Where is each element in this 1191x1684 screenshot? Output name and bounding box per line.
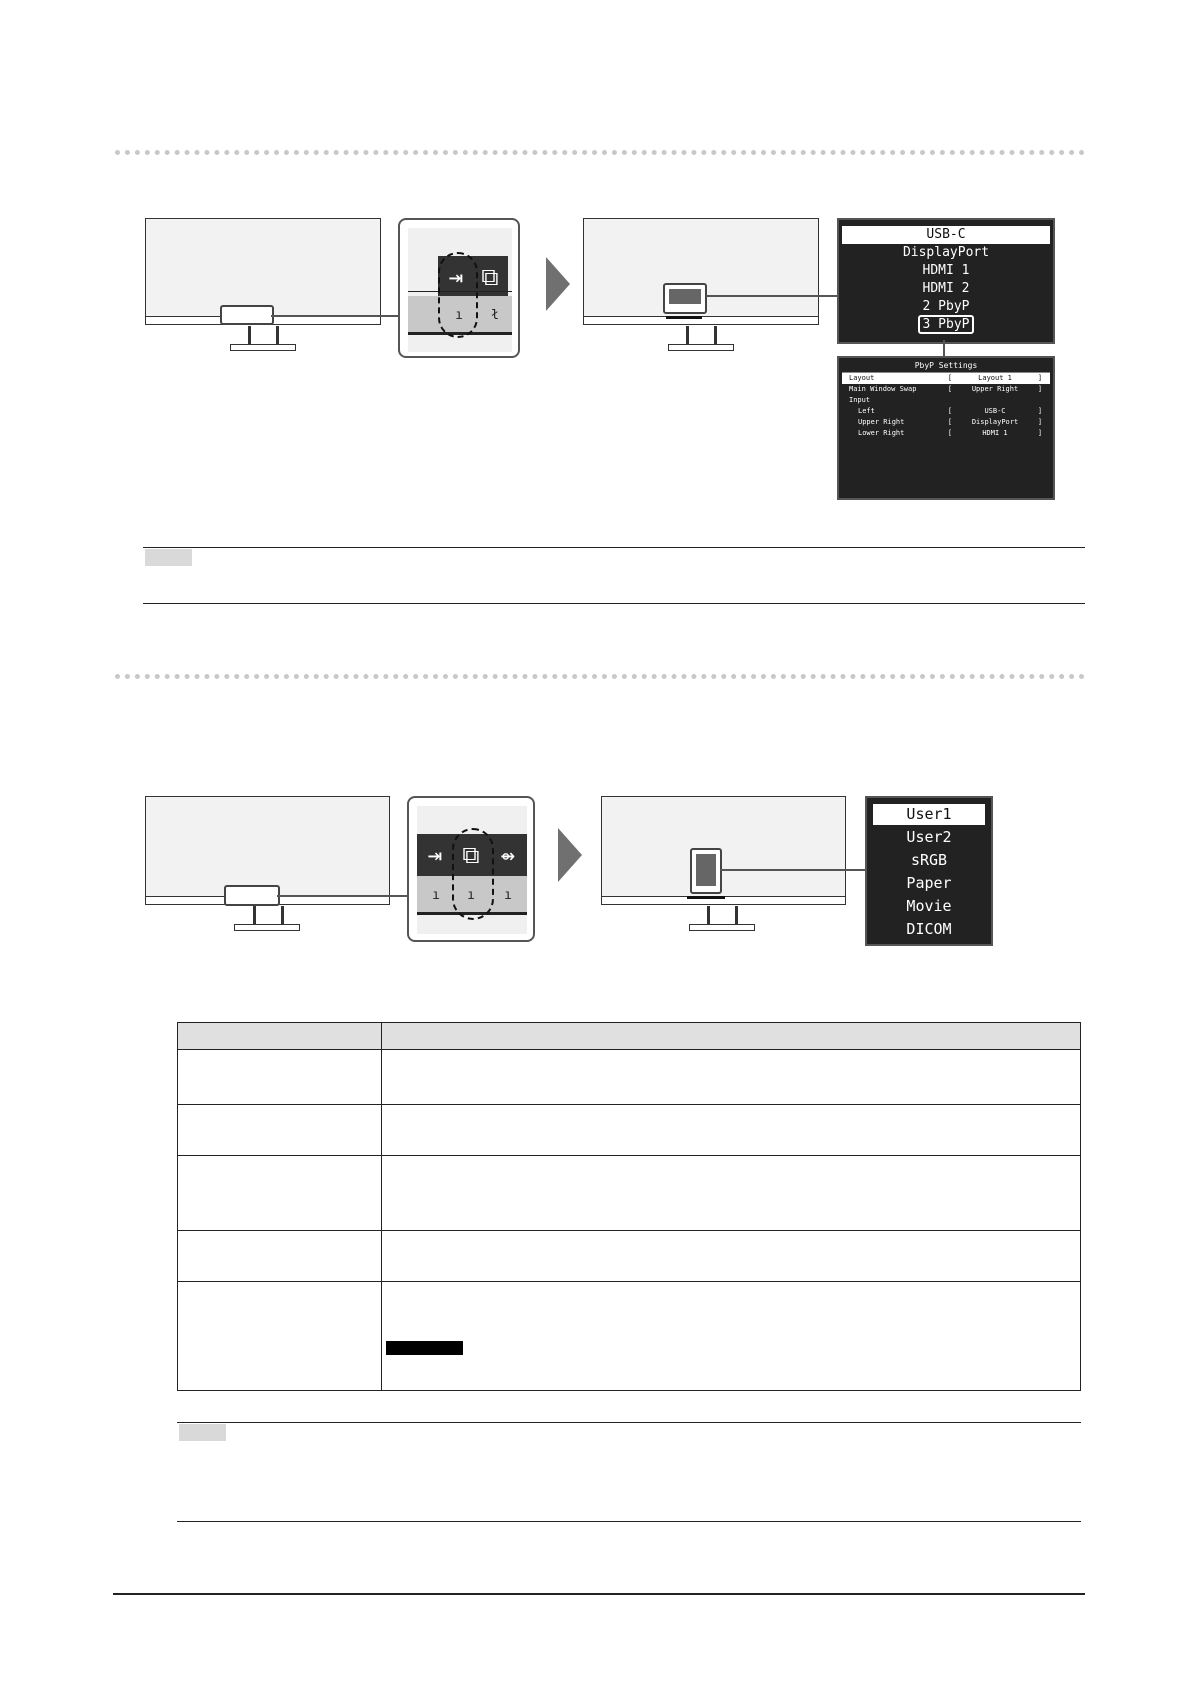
button-zoom-panel — [398, 218, 520, 358]
color-mode-option[interactable]: DICOM — [906, 920, 952, 938]
table-row — [178, 1231, 1081, 1282]
button-marker: ł — [491, 308, 499, 323]
input-option[interactable] — [842, 316, 1050, 336]
table-header-row — [178, 1023, 1081, 1050]
usb-cable-icon: ⇴ — [500, 841, 516, 869]
button-callout-box — [224, 885, 280, 906]
setting-row-main-window-swap[interactable]: Main Window Swap [ Upper Right ] — [849, 385, 1043, 393]
callout-leader-line — [943, 340, 945, 357]
color-mode-menu — [865, 796, 993, 946]
button-marker: ı — [432, 888, 440, 903]
pbyp-settings-menu — [837, 356, 1055, 500]
button-callout-box — [220, 305, 274, 325]
input-option[interactable]: DisplayPort — [902, 245, 990, 260]
input-option[interactable]: HDMI 1 — [922, 263, 970, 278]
table-header-cell — [178, 1023, 382, 1050]
monitor-stand-base — [689, 924, 755, 931]
monitor-buttons — [687, 896, 725, 899]
section-divider — [115, 150, 1085, 155]
color-mode-option[interactable]: Movie — [906, 897, 952, 915]
monitor-buttons — [666, 316, 702, 319]
monitor-stand-base — [668, 344, 734, 351]
input-option-highlighted: 3 PbyP — [918, 315, 975, 334]
button-marker: ı — [455, 308, 463, 323]
note-bottom-rule — [143, 603, 1085, 604]
redacted-label-badge — [386, 1341, 463, 1355]
setting-row-lower-right[interactable]: Lower Right [ HDMI 1 ] — [858, 429, 1043, 437]
osd-callout-box — [690, 848, 722, 894]
monitor-stand-base — [234, 924, 300, 931]
note-top-rule — [143, 547, 1085, 548]
note-top-rule — [177, 1422, 1081, 1423]
section-divider — [115, 674, 1085, 679]
setting-row-left[interactable]: Left [ USB-C ] — [858, 407, 1043, 415]
button-marker: ı — [467, 888, 475, 903]
input-select-menu — [837, 218, 1055, 344]
input-option[interactable]: USB-C — [842, 226, 1050, 244]
input-select-icon: ⇥ — [427, 841, 443, 869]
setting-row-upper-right[interactable]: Upper Right [ DisplayPort ] — [858, 418, 1043, 426]
button-marker: ı — [504, 888, 512, 903]
color-mode-table — [177, 1022, 1081, 1391]
table-row — [178, 1105, 1081, 1156]
table-row — [178, 1282, 1081, 1391]
highlight-oval — [438, 252, 478, 338]
pbyp-settings-title: PbyP Settings — [842, 360, 1050, 373]
note-label-tab — [145, 549, 192, 566]
input-option[interactable]: HDMI 2 — [922, 281, 970, 296]
color-mode-option[interactable]: Paper — [906, 874, 952, 892]
monitor-stand-base — [230, 344, 296, 351]
table-header-cell — [382, 1023, 1081, 1050]
input-select-icon: ⇥ — [448, 263, 464, 291]
next-step-arrow — [546, 257, 570, 311]
callout-leader-line — [720, 869, 866, 871]
next-step-arrow — [558, 828, 582, 882]
monitor-front-illustration — [601, 796, 846, 900]
table-row — [178, 1050, 1081, 1105]
page-footer-rule — [113, 1593, 1085, 1595]
color-mode-option[interactable]: sRGB — [910, 851, 948, 869]
setting-row-layout[interactable]: Layout [ Layout 1 ] — [842, 373, 1050, 384]
osd-callout-box — [663, 283, 707, 314]
setting-row-input-heading: Input — [849, 396, 871, 404]
color-mode-option[interactable]: User1 — [873, 804, 985, 825]
table-row — [178, 1156, 1081, 1231]
color-mode-option[interactable]: User2 — [906, 828, 952, 846]
window-mode-icon: ⧉ — [462, 841, 480, 869]
note-label-tab — [179, 1424, 226, 1441]
callout-leader-line — [277, 895, 408, 897]
callout-leader-line — [271, 315, 399, 317]
window-mode-icon: ⧉ — [481, 263, 499, 291]
callout-leader-line — [706, 295, 838, 297]
highlight-oval — [452, 828, 494, 920]
input-option[interactable]: 2 PbyP — [922, 299, 970, 314]
note-bottom-rule — [177, 1521, 1081, 1522]
button-zoom-panel — [407, 796, 535, 942]
